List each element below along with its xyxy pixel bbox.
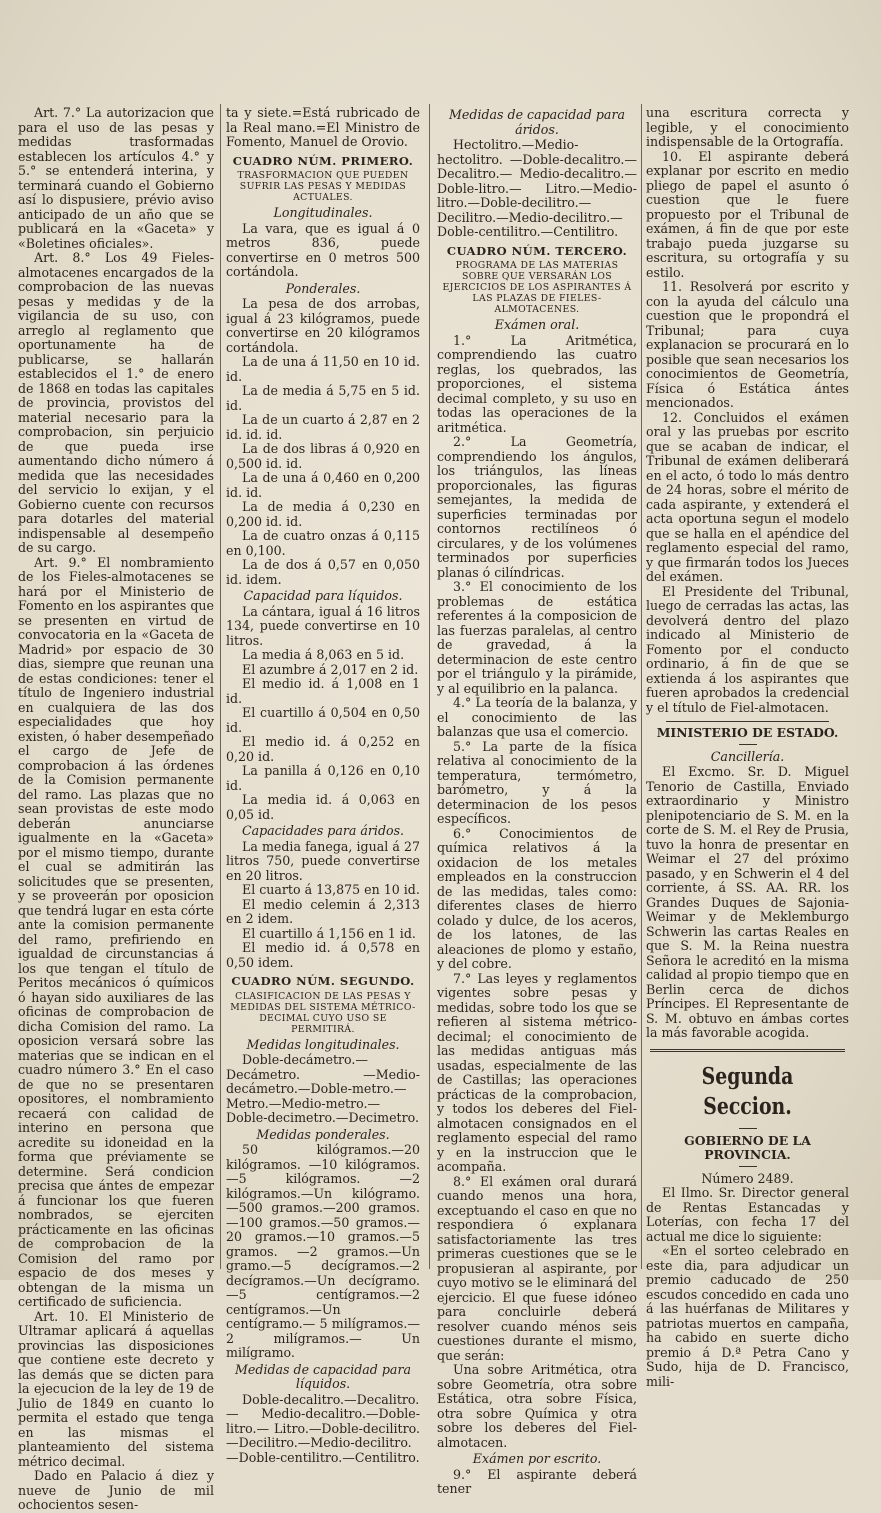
program-item: 6.° Conocimientos de química relativos á la oxidacion de los metales empleados en la construccion de las medidas, tales como: diferentes clases de hierro colado y dulce, de los aceros, de los latones, de las aleaciones de plomo y estaño, y del cobre. — [437, 825, 637, 971]
short-divider — [739, 1128, 757, 1129]
longitudinal-list: Doble-decámetro.—Decámetro. —Medio-decámetro.—Doble-metro.—Metro.—Medio-metro.—Doble-decimetro.—Decimetro. — [226, 1052, 420, 1125]
column-2 — [226, 105, 420, 1465]
section-longitudinales: Longitudinales. — [273, 205, 373, 220]
article-7: Art. 7.° La autorizacion que para el uso de las pesas y medidas trasformadas establecen los artículos 4.° y 5.° se entenderá interina, y terminará cuando el Gobierno así lo dispusiere, prévio aviso anticipado de un año que se publicará en la «Gaceta» y «Boletines oficiales». — [18, 105, 214, 251]
cancilleria-paragraph: El Excmo. Sr. D. Miguel Tenorio de Castilla, Enviado extraordinario y Ministro plenipotenciario de S. M. en la corte de S. M. el Rey de Prusia, tuvo la honra de presentar en Weimar el 27 del próximo pasado, y en Schwerin el 4 del corriente, á SS. AA. RR. los Grandes Duques de Sajonia-Weimar y de Meklemburgo Schwerin las cartas Reales en que S. M. la Reina nuestra Señora le acreditó en la misma calidad al propio tiempo que en Berlin cerca de dichos Príncipes. El Representante de S. M. obtuvo en ámbas cortes la más favorable acogida. — [646, 764, 849, 1040]
program-item: 10. El aspirante deberá explanar por escrito en medio pliego de papel el asunto ó cuestion que le fuere propuesto por el Tribunal de exámen, á fin de que por este trabajo pueda juzgarse su escritura, su ortografía y su estilo. — [646, 148, 849, 280]
arido-entry: El cuartillo á 1,156 en 1 id. — [242, 925, 416, 941]
liquid-list: Doble-decalitro.—Decalitro.— Medio-decalitro.—Doble-litro.— Litro.—Doble-decilitro.—Decilitro.—Medio-decilitro.—Doble-centilitro.—Centilitro. — [226, 1391, 420, 1465]
column-rule — [429, 104, 430, 1269]
ponderal-entry: La de cuatro onzas á 0,115 en 0,100. — [226, 528, 420, 558]
liquid-entry: La cántara, igual á 16 litros 134, puede convertirse en 10 litros. — [226, 603, 420, 648]
sorteo-paragraph: «En el sorteo celebrado en este dia, para adjudicar un premio caducado de 250 escudos concedido en cada uno á las huérfanas de Militares y patriotas muertos en campaña, ha cabido en suerte dicho premio á D.ª Petra Cano y Sudo, hija de D. Francisco, mili- — [646, 1243, 849, 1389]
article-10: Art. 10. El Ministerio de Ultramar aplicará á aquellas provincias las disposiciones que contiene este decreto y las demás que se dicten para la ejecucion de la ley de 19 de Julio de 1849 en cuanto lo permita el estado que tenga en las mismas el planteamiento del sistema métrico decimal. — [18, 1308, 214, 1469]
column-1 — [18, 105, 214, 1512]
section-medidas-liquidos: Medidas de capacidad para líquidos. — [235, 1361, 411, 1391]
cancilleria-heading: Cancillería. — [710, 748, 785, 764]
vara-entry: La vara, que es igual á 0 metros 836, puede convertirse en 0 metros 500 cortándola. — [226, 220, 420, 279]
signature-paragraph: ta y siete.=Está rubricado de la Real mano.=El Ministro de Fomento, Manuel de Orovio. — [226, 105, 420, 149]
program-continuation: una escritura correcta y legible, y el conocimiento indispensable de la Ortografía. — [646, 105, 849, 149]
program-item: 12. Concluidos el exámen oral y las pruebas por escrito que se acaban de indicar, el Tribunal de exámen deliberará en el acto, ó todo lo más dentro de 24 horas, sobre el mérito de cada aspirante, y extenderá el acta oportuna segun el modelo que se halla en el apéndice del reglamento especial del ramo, y que firmarán todos los Jueces del exámen. — [646, 409, 849, 584]
program-item: 2.° La Geometría, comprendiendo los ángulos, los triángulos, las líneas proporcionales, las figuras semejantes, la medida de superficies terminadas por contornos rectilíneos ó circulares, y de los volúmenes terminados por superficies planas ó cilíndricas. — [437, 434, 637, 580]
program-item: 11. Resolverá por escrito y con la ayuda del cálculo una cuestion que le propondrá el Tribunal; para cuya explanacion se procurará en lo posible que sean necesarios los conocimientos de Geometría, Física ó Estática ántes mencionados. — [646, 279, 849, 410]
program-item: 9.° El aspirante deberá tener — [437, 1466, 637, 1496]
liquid-entry: La panilla á 0,126 en 0,10 id. — [226, 763, 420, 793]
table-3-heading: CUADRO NÚM. TERCERO. — [446, 243, 628, 258]
program-item: 8.° El exámen oral durará cuando menos una hora, exceptuando el caso en que no respondiera ó explanara satisfactoriamente las tres primeras cuestiones que se le propusieran al aspirante, por cuyo motivo se le eliminará del ejercicio. El que fuese idóneo para concluirle deberá resolver cuando ménos seis cuestiones durante el mismo, que serán: — [437, 1173, 637, 1363]
section-medidas-longitudinales: Medidas longitudinales. — [246, 1036, 400, 1052]
program-item: 5.° La parte de la física relativa al conocimiento de la temperatura, termómetro, barómetro, y á la determinacion de los pesos específicos. — [437, 738, 637, 826]
numero-label: Número 2489. — [701, 1170, 794, 1186]
liquid-entry: El medio id. á 1,008 en 1 id. — [226, 676, 420, 706]
table-3-subheading: PROGRAMA DE LAS MATERIAS SOBRE QUE VERSARÁN LOS EJERCICIOS DE LOS ASPIRANTES Á LAS PLAZAS DE FIELES-ALMOTACENES. — [442, 260, 632, 315]
liquid-entry: El medio id. á 0,252 en 0,20 id. — [226, 734, 420, 764]
arido-entry: La media fanega, igual á 27 litros 750, puede convertirse en 20 litros. — [226, 838, 420, 883]
ponderal-entry: La de un cuarto á 2,87 en 2 id. id. id. — [226, 412, 420, 442]
short-divider — [739, 744, 757, 745]
segunda-seccion-heading: Segunda Seccion. — [701, 1062, 794, 1120]
section-capacidad-liquidos: Capacidad para líquidos. — [243, 588, 403, 603]
column-4 — [646, 105, 849, 1389]
ponderal-list: 50 kilógramos.—20 kilógramos. —10 kilógramos.—5 kilógramos. —2 kilógramos.—Un kilógramo. —500 gramos.—200 gramos.—100 gramos.—50 gramos.—20 gramos.—10 gramos.—5 gramos. —2 gramos.—Un gramo.—5 decígramos.—2 decígramos.—Un decígramo.—5 centígramos.—2 centígramos.—Un centígramo.— 5 milígramos.—2 milígramos.— Un milígramo. — [226, 1142, 420, 1360]
column-rule — [220, 104, 221, 1269]
ponderal-entry: La de dos á 0,57 en 0,050 id. idem. — [226, 557, 420, 587]
section-ponderales: Ponderales. — [285, 280, 361, 296]
column-3 — [437, 106, 637, 1496]
arido-entry: El cuarto á 13,875 en 10 id. — [242, 882, 420, 897]
article-9: Art. 9.° El nombramiento de los Fieles-almotacenes se hará por el Ministerio de Fomento en los aspirantes que se presenten en virtud de convocatoria en la «Gaceta de Madrid» por espacio de 30 dias, siempre que reunan una de estas condiciones: tener el título de Ingeniero industrial en cualquiera de las dos especialidades que hoy existen, ó haber desempeñado el cargo de Jefe de comprobacion á las órdenes de la Comision permanente del ramo. Las plazas que no sean provistas de este modo deberán anunciarse igualmente en la «Gaceta» por el mismo tiempo, durante el cual se admitirán las solicitudes que se presenten, y se proveerán por oposicion que tendrá lugar en esta córte ante la comision permanente del ramo, prefiriendo en igualdad de circunstancias á los que tengan el título de Peritos mecánicos ó químicos ó hayan sido auxiliares de las oficinas de comprobacion de dicha Comision del ramo. La oposicion versará sobre las materias que se indican en el cuadro número 3.° En el caso de que no se presentaren opositores, el nombramiento recaerá con calidad de interino en persona que acredite su idoneidad en la forma que préviamente se determine. Será condicion precisa que ántes de empezar á funcionar los que fueren nombrados, se ejerciten prácticamente en las oficinas de comprobacion de la Comision del ramo por espacio de dos meses y obtengan de la misma un certificado de suficiencia. — [18, 554, 214, 1309]
gobierno-heading: GOBIERNO DE LA PROVINCIA. — [684, 1132, 811, 1162]
ponderal-entry: La de una á 11,50 en 10 id. id. — [226, 354, 420, 384]
arido-list: Hectolitro.—Medio-hectolitro. —Doble-decalitro.—Decalitro.— Medio-decalitro.—Doble-litro.— Litro.—Medio-litro.—Doble-decilitro.—Decilitro.—Medio-decilitro.—Doble-centilitro.—Centilitro. — [437, 137, 637, 239]
column-rule — [641, 104, 642, 1269]
ponderal-entry: La de dos libras á 0,920 en 0,500 id. id. — [226, 441, 420, 471]
table-2-subheading: CLASIFICACION DE LAS PESAS Y MEDIDAS DEL SISTEMA MÉTRICO-DECIMAL CUYO USO SE PERMITIRÁ. — [230, 990, 416, 1035]
program-item: El Presidente del Tribunal, luego de cerradas las actas, las devolverá dentro del plazo indicado al Ministerio de Fomento por el conducto ordinario, á fin de que se extienda á los aspirantes que fueren aprobados la credencial y el título de Fiel-almotacen. — [646, 583, 849, 715]
section-examen-escrito: Exámen por escrito. — [472, 1451, 602, 1466]
section-capacidad-aridos: Capacidades para áridos. — [241, 823, 405, 838]
section-divider — [666, 721, 829, 722]
liquid-entry: La media id. á 0,063 en 0,05 id. — [226, 792, 420, 822]
arido-entry: El medio celemin á 2,313 en 2 idem. — [226, 896, 420, 926]
double-divider — [650, 1049, 845, 1052]
section-examen-oral: Exámen oral. — [494, 317, 580, 332]
program-item: Una sobre Aritmética, otra sobre Geometría, otra sobre Estática, otra sobre Física, otra sobre Química y otra sobre los deberes del Fiel-almotacen. — [437, 1362, 637, 1450]
liquid-entry: La media á 8,063 en 5 id. — [242, 647, 405, 662]
article-8: Art. 8.° Los 49 Fieles-almotacenes encargados de la comprobacion de las nuevas pesas y medidas y de la vigilancia de su uso, con arreglo al reglamento que oportunamente ha de publicarse, se hallarán establecidos el 1.° de enero de 1868 en todas las capitales de provincia, provistos del material necesario para la comprobacion, sin perjuicio de que pueda irse aumentando dicho número á medida que las necesidades del servicio lo exijan, y el Gobierno cuente con recursos para dotarles del material indispensable al desempeño de su cargo. — [18, 250, 214, 555]
arido-entry: El medio id. á 0,578 en 0,50 idem. — [226, 940, 420, 970]
director-paragraph: El Ilmo. Sr. Director general de Rentas Estancadas y Loterías, con fecha 17 del actual me dice lo siguiente: — [646, 1185, 849, 1244]
liquid-entry: El cuartillo á 0,504 en 0,50 id. — [226, 705, 420, 735]
table-1-heading: CUADRO NÚM. PRIMERO. — [232, 153, 414, 168]
liquid-entry: El azumbre á 2,017 en 2 id. — [242, 661, 419, 677]
program-item: 4.° La teoría de la balanza, y el conocimiento de las balanzas que usa el comercio. — [437, 695, 637, 739]
table-2-heading: CUADRO NÚM. SEGUNDO. — [231, 974, 415, 988]
ponderal-entry: La pesa de dos arrobas, igual á 23 kilógramos, puede convertirse en 20 kilógramos cortándola. — [226, 296, 420, 355]
ponderal-entry: La de media á 5,75 en 5 id. id. — [226, 383, 420, 413]
closing-paragraph: Dado en Palacio á diez y nueve de Junio de mil ochocientos sesen- — [18, 1468, 214, 1512]
ministerio-heading: MINISTERIO DE ESTADO. — [656, 725, 839, 740]
table-1-subheading: TRASFORMACION QUE PUEDEN SUFRIR LAS PESAS Y MEDIDAS ACTUALES. — [237, 170, 409, 203]
ponderal-entry: La de una á 0,460 en 0,200 id. id. — [226, 470, 420, 500]
ponderal-entry: La de media á 0,230 en 0,200 id. id. — [226, 499, 420, 529]
section-medidas-aridos: Medidas de capacidad para áridos. — [449, 107, 625, 137]
section-medidas-ponderales: Medidas ponderales. — [256, 1126, 390, 1142]
short-divider — [739, 1166, 757, 1167]
program-item: 3.° El conocimiento de los problemas de estática referentes á la composicion de las fuerzas paralelas, al centro de gravedad, á la determinacion de este centro por el triángulo y la pirámide, y al equilibrio en la palanca. — [437, 579, 637, 696]
program-item: 1.° La Aritmética, comprendiendo las cuatro reglas, los quebrados, las proporciones, el sistema decimal completo, y su uso en todas las operaciones de la aritmética. — [437, 332, 637, 435]
program-item: 7.° Las leyes y reglamentos vigentes sobre pesas y medidas, sobre todo los que se refieren al sistema métrico-decimal; el conocimiento de las medidas antiguas más usadas, especialmente de las de Castillas; las operaciones prácticas de la comprobacion, y todos los deberes del Fiel-almotacen consignados en el reglamento especial del ramo y en la instruccion que le acompaña. — [437, 970, 637, 1174]
